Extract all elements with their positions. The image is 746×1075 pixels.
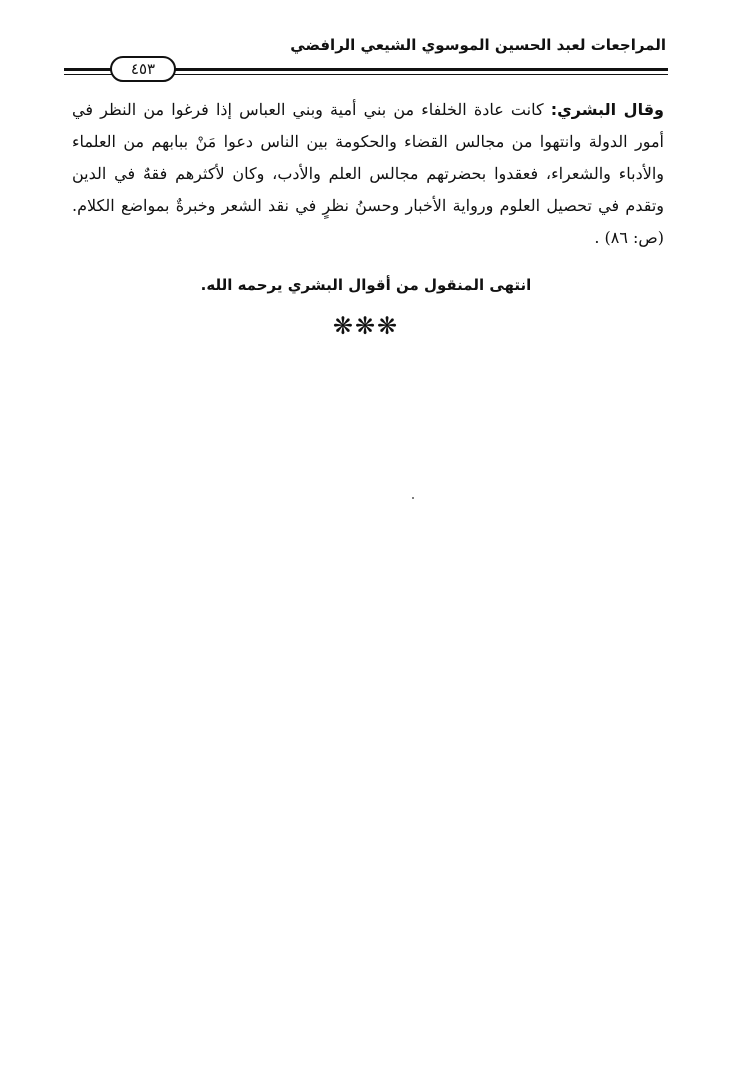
body-paragraph — [72, 94, 664, 254]
speaker-label: وقال البشري: — [550, 100, 664, 119]
three-star-ornament-icon: ❋❋❋ — [332, 312, 400, 340]
closing-line: انتهى المنقول من أقوال البشري يرحمه الله. — [200, 276, 532, 294]
print-speck — [412, 497, 414, 499]
quote-text: كانت عادة الخلفاء من بني أمية وبني العباس إذا فرغوا من النظر في أمور الدولة وانتهوا من مجالس القضاء والحكومة بين الناس دعوا مَنْ ببابهم من العلماء والأدباء والشعراء، فعقدوا بحضرتهم مجالس العلم والأدب، وكان لأكثرهم فقهٌ في الدين وتقدم في تحصيل العلوم ورواية الأخبار وحسنُ نظرٍ في نقد الشعر وخبرةٌ بمواضع الكلام. (ص: ٨٦) . — [72, 100, 665, 247]
page-number: ٤٥٣ — [110, 56, 176, 82]
running-head-title: المراجعات لعبد الحسين الموسوي الشيعي الرافضي — [290, 36, 666, 54]
